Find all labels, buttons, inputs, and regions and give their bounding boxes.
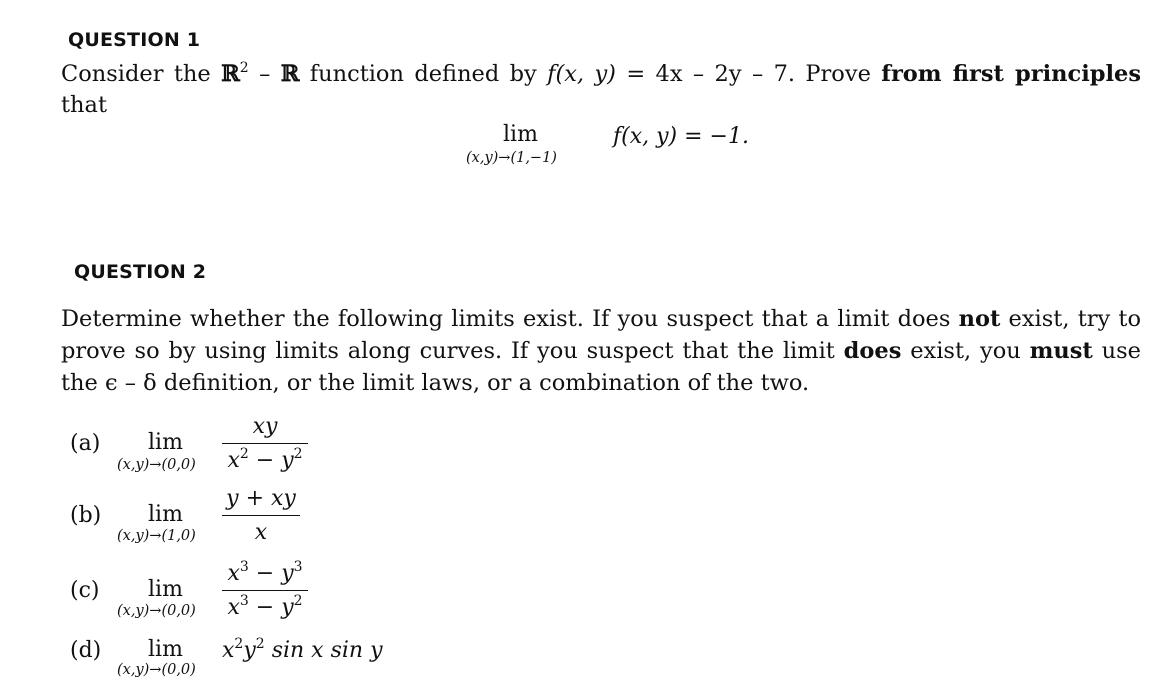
domain-exponent: 2: [239, 60, 249, 76]
part-a-subscript: (x,y)→(0,0): [117, 457, 196, 473]
den-term: x: [227, 448, 240, 473]
function-lhs: f(x, y): [547, 61, 616, 87]
den-term: − y: [248, 448, 294, 473]
bold-word-must: must: [1029, 338, 1093, 364]
bold-word-does: does: [843, 338, 902, 364]
part-a-fraction: [222, 413, 308, 475]
part-d-label: (d): [70, 638, 102, 663]
part-b-label: (b): [70, 503, 102, 528]
den-exp: 3: [239, 593, 249, 609]
den-exp: 2: [239, 446, 249, 462]
line-text: exist, try to: [1000, 306, 1141, 332]
statement-text: Consider the: [61, 61, 222, 87]
line-text: prove so by using limits along curves. If you suspect that the limit: [61, 338, 844, 364]
den-term: − y: [248, 595, 294, 620]
limit-expression: f(x, y) = −1.: [613, 124, 749, 149]
part-b-denominator: x: [254, 520, 268, 545]
expr-exp: 2: [234, 636, 244, 652]
codomain-set: ℝ: [280, 61, 300, 87]
question-2-line-3: the ϵ – δ definition, or the limit laws, or a combination of the two.: [61, 370, 810, 396]
line-text: use: [1092, 338, 1141, 364]
part-b-numerator: y + xy: [226, 486, 296, 511]
part-b-subscript: (x,y)→(1,0): [117, 528, 196, 544]
question-2-line-1: [61, 303, 1141, 335]
question-2-heading: QUESTION 2: [74, 261, 207, 283]
den-exp: 2: [293, 446, 303, 462]
domain-set: ℝ: [221, 61, 240, 87]
expr-term: x: [222, 638, 235, 663]
part-d-subscript: (x,y)→(0,0): [117, 662, 196, 678]
question-2-line-2: [61, 335, 1141, 367]
den-term: x: [227, 595, 240, 620]
part-d-lim: lim: [148, 637, 183, 662]
part-c-denominator: [222, 594, 308, 622]
bold-word-not: not: [958, 306, 1001, 332]
fraction-bar: [222, 515, 300, 516]
num-exp: 3: [293, 559, 303, 575]
num-exp: 3: [239, 559, 249, 575]
num-term: − y: [248, 561, 294, 586]
part-c-label: (c): [70, 578, 100, 603]
part-d-expression: [222, 638, 383, 663]
part-c-lim: lim: [148, 577, 183, 602]
expr-term: sin x sin y: [264, 638, 383, 663]
mapping-dash: –: [248, 61, 281, 87]
expr-exp: 2: [255, 636, 265, 652]
line-text: exist, you: [901, 338, 1030, 364]
part-c-subscript: (x,y)→(0,0): [117, 603, 196, 619]
fraction-bar: [222, 590, 308, 591]
question-1-heading: QUESTION 1: [68, 29, 201, 51]
part-a-denominator: [222, 447, 308, 475]
fraction-bar: [222, 443, 308, 444]
question-1-statement-end: that: [61, 92, 107, 118]
limit-subscript: (x,y)→(1,−1): [466, 150, 557, 166]
part-b-fraction: [222, 485, 300, 547]
line-text: Determine whether the following limits exist. If you suspect that a limit does: [61, 306, 959, 332]
part-b-lim: lim: [148, 502, 183, 527]
bold-phrase: from first principles: [881, 61, 1141, 87]
den-exp: 2: [293, 593, 303, 609]
expr-term: y: [243, 638, 256, 663]
num-term: x: [227, 561, 240, 586]
part-c-numerator: [222, 560, 308, 588]
function-rhs: = 4x – 2y – 7. Prove: [615, 61, 882, 87]
statement-text: function defined by: [299, 61, 548, 87]
part-a-lim: lim: [148, 430, 183, 455]
part-a-numerator: xy: [252, 414, 278, 439]
question-1-statement: [61, 58, 1141, 90]
part-a-label: (a): [70, 431, 101, 456]
part-c-fraction: [222, 560, 308, 622]
limit-word: lim: [503, 122, 538, 147]
